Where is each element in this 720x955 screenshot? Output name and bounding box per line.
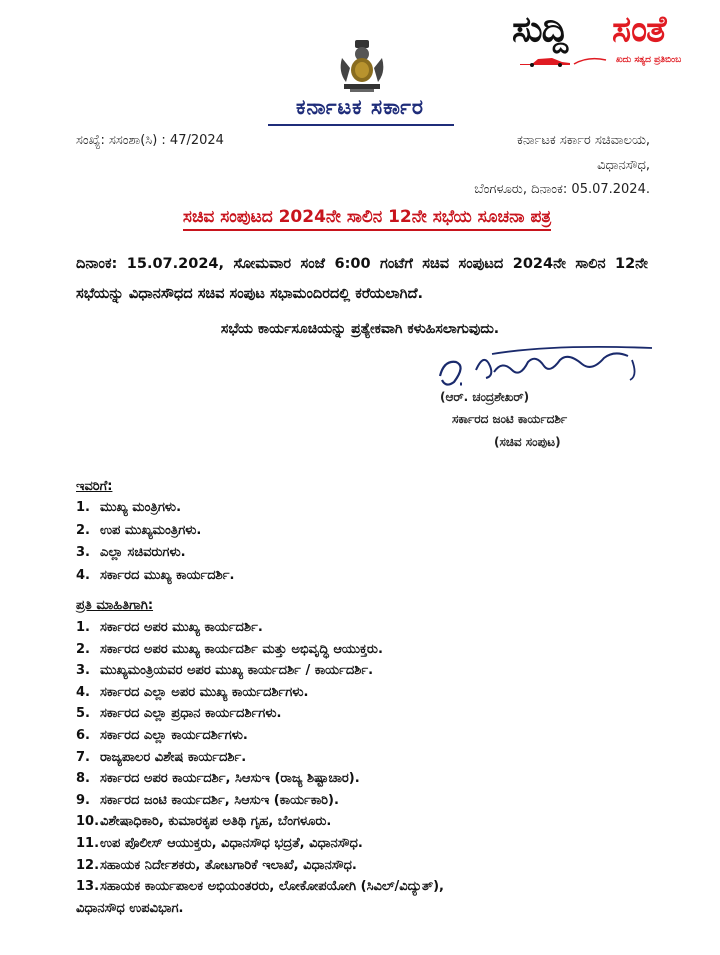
list-item xyxy=(76,565,234,588)
item-text: ಸಹಾಯಕ ಕಾರ್ಯಪಾಲಕ ಅಭಿಯಂತರರು, ಲೋಕೋಪಯೋಗಿ (ಸಿವಿಲ್/ವಿದ್ಯುತ್), xyxy=(100,879,444,895)
list-item xyxy=(76,497,234,520)
item-text: ಸರ್ಕಾರದ ಮುಖ್ಯ ಕಾರ್ಯದರ್ಶಿ. xyxy=(100,567,235,583)
item-text: ಸರ್ಕಾರದ ಅಪರ ಕಾರ್ಯದರ್ಶಿ, ಸಿಆಸುಇ (ರಾಜ್ಯ ಶಿಷ್ಟಾಚಾರ). xyxy=(100,771,360,787)
address-date-line: ಬೆಂಗಳೂರು, ದಿನಾಂಕ: 05.07.2024. xyxy=(474,182,650,197)
state-emblem-icon xyxy=(336,38,388,94)
item-text: ಸರ್ಕಾರದ ಜಂಟಿ ಕಾರ್ಯದರ್ಶಿ, ಸಿಆಸುಇ (ಕಾರ್ಯಕಾರಿ). xyxy=(100,792,339,808)
item-number: 11. xyxy=(76,835,100,851)
list-item xyxy=(76,542,234,565)
list-item xyxy=(76,617,444,639)
item-text: ಉಪ ಪೊಲೀಸ್ ಆಯುಕ್ತರು, ವಿಧಾನಸೌಧ ಭದ್ರತೆ, ವಿಧಾನಸೌಧ. xyxy=(100,835,363,851)
item-number: 13. xyxy=(76,879,100,895)
item-number: 8. xyxy=(76,771,90,787)
list-item xyxy=(76,876,444,898)
to-heading: ಇವರಿಗೆ: xyxy=(76,479,113,494)
item-text: ಸರ್ಕಾರದ ಅಪರ ಮುಖ್ಯ ಕಾರ್ಯದರ್ಶಿ ಮತ್ತು ಅಭಿವೃದ್ಧಿ ಆಯುಕ್ತರು. xyxy=(100,641,383,657)
item-text: ವಿಶೇಷಾಧಿಕಾರಿ, ಕುಮಾರಕೃಪ ಅತಿಥಿ ಗೃಹ, ಬೆಂಗಳೂರು. xyxy=(100,814,332,830)
car-icon xyxy=(518,54,608,68)
list-item xyxy=(76,747,444,769)
item-text: ಮುಖ್ಯಮಂತ್ರಿಯವರ ಅಪರ ಮುಖ್ಯ ಕಾರ್ಯದರ್ಶಿ / ಕಾರ್ಯದರ್ಶಿ. xyxy=(100,663,374,679)
list-item xyxy=(76,639,444,661)
signatory-title: ಸರ್ಕಾರದ ಜಂಟಿ ಕಾರ್ಯದರ್ಶಿ xyxy=(452,412,568,426)
item-text: ಸರ್ಕಾರದ ಅಪರ ಮುಖ್ಯ ಕಾರ್ಯದರ್ಶಿ. xyxy=(100,620,263,635)
list-item xyxy=(76,725,444,747)
list-item xyxy=(76,833,444,855)
item-number: 6. xyxy=(76,727,90,743)
item-text: ರಾಜ್ಯಪಾಲರ ವಿಶೇಷ ಕಾರ್ಯದರ್ಶಿ. xyxy=(100,749,247,765)
copy-info-heading: ಪ್ರತಿ ಮಾಹಿತಿಗಾಗಿ: xyxy=(76,598,154,613)
item-number: 7. xyxy=(76,749,90,765)
address-line-2: ವಿಧಾನಸೌಧ, xyxy=(597,158,650,173)
list-item xyxy=(76,790,444,812)
copy-info-list xyxy=(76,617,444,919)
item-number: 3. xyxy=(76,545,90,560)
item-text: ಸರ್ಕಾರದ ಎಲ್ಲಾ ಅಪರ ಮುಖ್ಯ ಕಾರ್ಯದರ್ಶಿಗಳು. xyxy=(100,684,309,700)
handwritten-signature xyxy=(432,340,672,396)
list-item xyxy=(76,703,444,725)
item-number: 9. xyxy=(76,792,90,808)
agenda-note-paragraph: ಸಭೆಯ ಕಾರ್ಯಸೂಚಿಯನ್ನು ಪ್ರತ್ಯೇಕವಾಗಿ ಕಳುಹಿಸಲಾಗುವುದು. xyxy=(220,321,500,337)
list-item xyxy=(76,855,444,877)
address-line-1: ಕರ್ನಾಟಕ ಸರ್ಕಾರ ಸಚಿವಾಲಯ, xyxy=(516,133,650,148)
subject-heading-wrap xyxy=(96,207,638,231)
item-number: 1. xyxy=(76,500,90,515)
item-text: ಉಪ ಮುಖ್ಯಮಂತ್ರಿಗಳು. xyxy=(100,522,202,538)
list-item xyxy=(76,520,234,543)
item-number: 2. xyxy=(76,522,90,538)
item-text: ಸರ್ಕಾರದ ಎಲ್ಲಾ ಪ್ರಧಾನ ಕಾರ್ಯದರ್ಶಿಗಳು. xyxy=(100,706,282,722)
item-number: 4. xyxy=(76,684,90,700)
reference-number: ಸಂಖ್ಯೆ: ಸಸಂಶಾ(ಸಿ) : 47/2024 xyxy=(76,133,224,148)
signatory-department: (ಸಚಿವ ಸಂಪುಟ) xyxy=(494,435,561,449)
signatory-name: (ಆರ್. ಚಂದ್ರಶೇಖರ್) xyxy=(440,390,530,404)
item-text: ವಿಧಾನಸೌಧ ಉಪವಿಭಾಗ. xyxy=(76,900,184,916)
item-text: ಎಲ್ಲಾ ಸಚಿವರುಗಳು. xyxy=(100,545,186,560)
list-item xyxy=(76,768,444,790)
brand-word-1: ಸುದ್ದಿ xyxy=(512,9,568,50)
list-item xyxy=(76,811,444,833)
title-underline xyxy=(268,124,454,126)
brand-watermark xyxy=(512,8,712,78)
item-number: 10. xyxy=(76,814,100,830)
item-number: 2. xyxy=(76,641,90,657)
item-text: ಮುಖ್ಯ ಮಂತ್ರಿಗಳು. xyxy=(100,500,182,515)
subject-heading: ಸಚಿವ ಸಂಪುಟದ 2024ನೇ ಸಾಲಿನ 12ನೇ ಸಭೆಯ ಸೂಚನಾ ಪತ್ರ xyxy=(183,207,551,231)
item-number: 12. xyxy=(76,857,100,873)
list-item xyxy=(76,660,444,682)
item-number: 3. xyxy=(76,663,90,679)
brand-word-2: ಸಂತೆ xyxy=(612,9,666,50)
brand-tagline: ಖದು ಸತ್ಯದ ಪ್ರತಿಬಿಂಬ xyxy=(616,55,682,65)
item-number: 1. xyxy=(76,620,90,635)
list-item-continuation xyxy=(76,898,444,920)
item-number: 5. xyxy=(76,706,90,722)
list-item xyxy=(76,682,444,704)
to-list xyxy=(76,497,234,587)
item-number: 4. xyxy=(76,567,90,583)
meeting-notice-paragraph: ದಿನಾಂಕ: 15.07.2024, ಸೋಮವಾರ ಸಂಜೆ 6:00 ಗಂಟೆಗೆ ಸಚಿವ ಸಂಪುಟದ 2024ನೇ ಸಾಲಿನ 12ನೇ ಸಭೆಯನ್ನು ವಿಧಾನಸೌಧದ ಸಚಿವ ಸಂಪುಟ ಸಭಾಮಂದಿರದಲ್ಲಿ ಕರೆಯಲಾಗಿದೆ. xyxy=(76,256,648,302)
item-text: ಸರ್ಕಾರದ ಎಲ್ಲಾ ಕಾರ್ಯದರ್ಶಿಗಳು. xyxy=(100,727,248,743)
government-title: ಕರ್ನಾಟಕ ಸರ್ಕಾರ xyxy=(296,95,424,119)
item-text: ಸಹಾಯಕ ನಿರ್ದೇಶಕರು, ತೋಟಗಾರಿಕೆ ಇಲಾಖೆ, ವಿಧಾನಸೌಧ. xyxy=(100,857,357,873)
